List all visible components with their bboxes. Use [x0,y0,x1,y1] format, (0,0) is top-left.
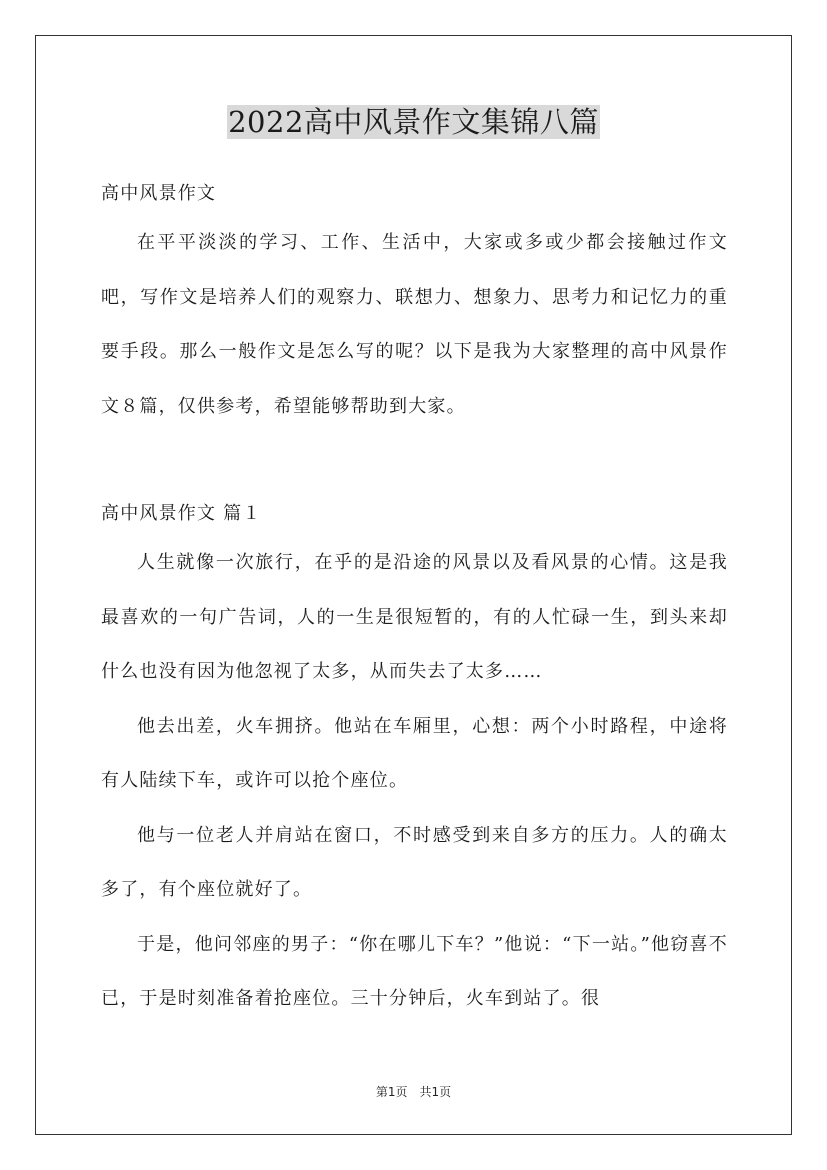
document-title [0,100,827,144]
body-paragraph: 他与一位老人并肩站在窗口，不时感受到来自多方的压力。人的确太多了，有个座位就好了。 [101,824,728,900]
intro-heading: 高中风景作文 [101,183,217,204]
body-paragraph: 人生就像一次旅行，在乎的是沿途的风景以及看风景的心情。这是我最喜欢的一句广告词，人的一生是很短暂的，有的人忙碌一生，到头来却什么也没有因为他忽视了太多，从而失去了太多…… [101,552,728,682]
body-paragraph: 于是，他问邻座的男子：“你在哪儿下车？”他说：“下一站。”他窃喜不已，于是时刻准备着抢座位。三十分钟后，火车到站了。很 [101,933,728,1009]
section-heading: 高中风景作文 篇１ [101,503,262,524]
document-body [101,172,728,1027]
page-number: 第1页 共1页 [375,1085,452,1099]
body-paragraph: 他去出差，火车拥挤。他站在车厢里，心想：两个小时路程，中途将有人陆续下车，或许可以抢个座位。 [101,715,728,791]
document-title-text: 2022高中风景作文集锦八篇 [228,105,599,139]
section-gap [101,434,728,486]
intro-paragraph: 在平平淡淡的学习、工作、生活中，大家或多或少都会接触过作文吧，写作文是培养人们的观察力、联想力、想象力、思考力和记忆力的重要手段。那么一般作文是怎么写的呢？以下是我为大家整理的高中风景作文８篇，仅供参考，希望能够帮助到大家。 [101,232,728,417]
